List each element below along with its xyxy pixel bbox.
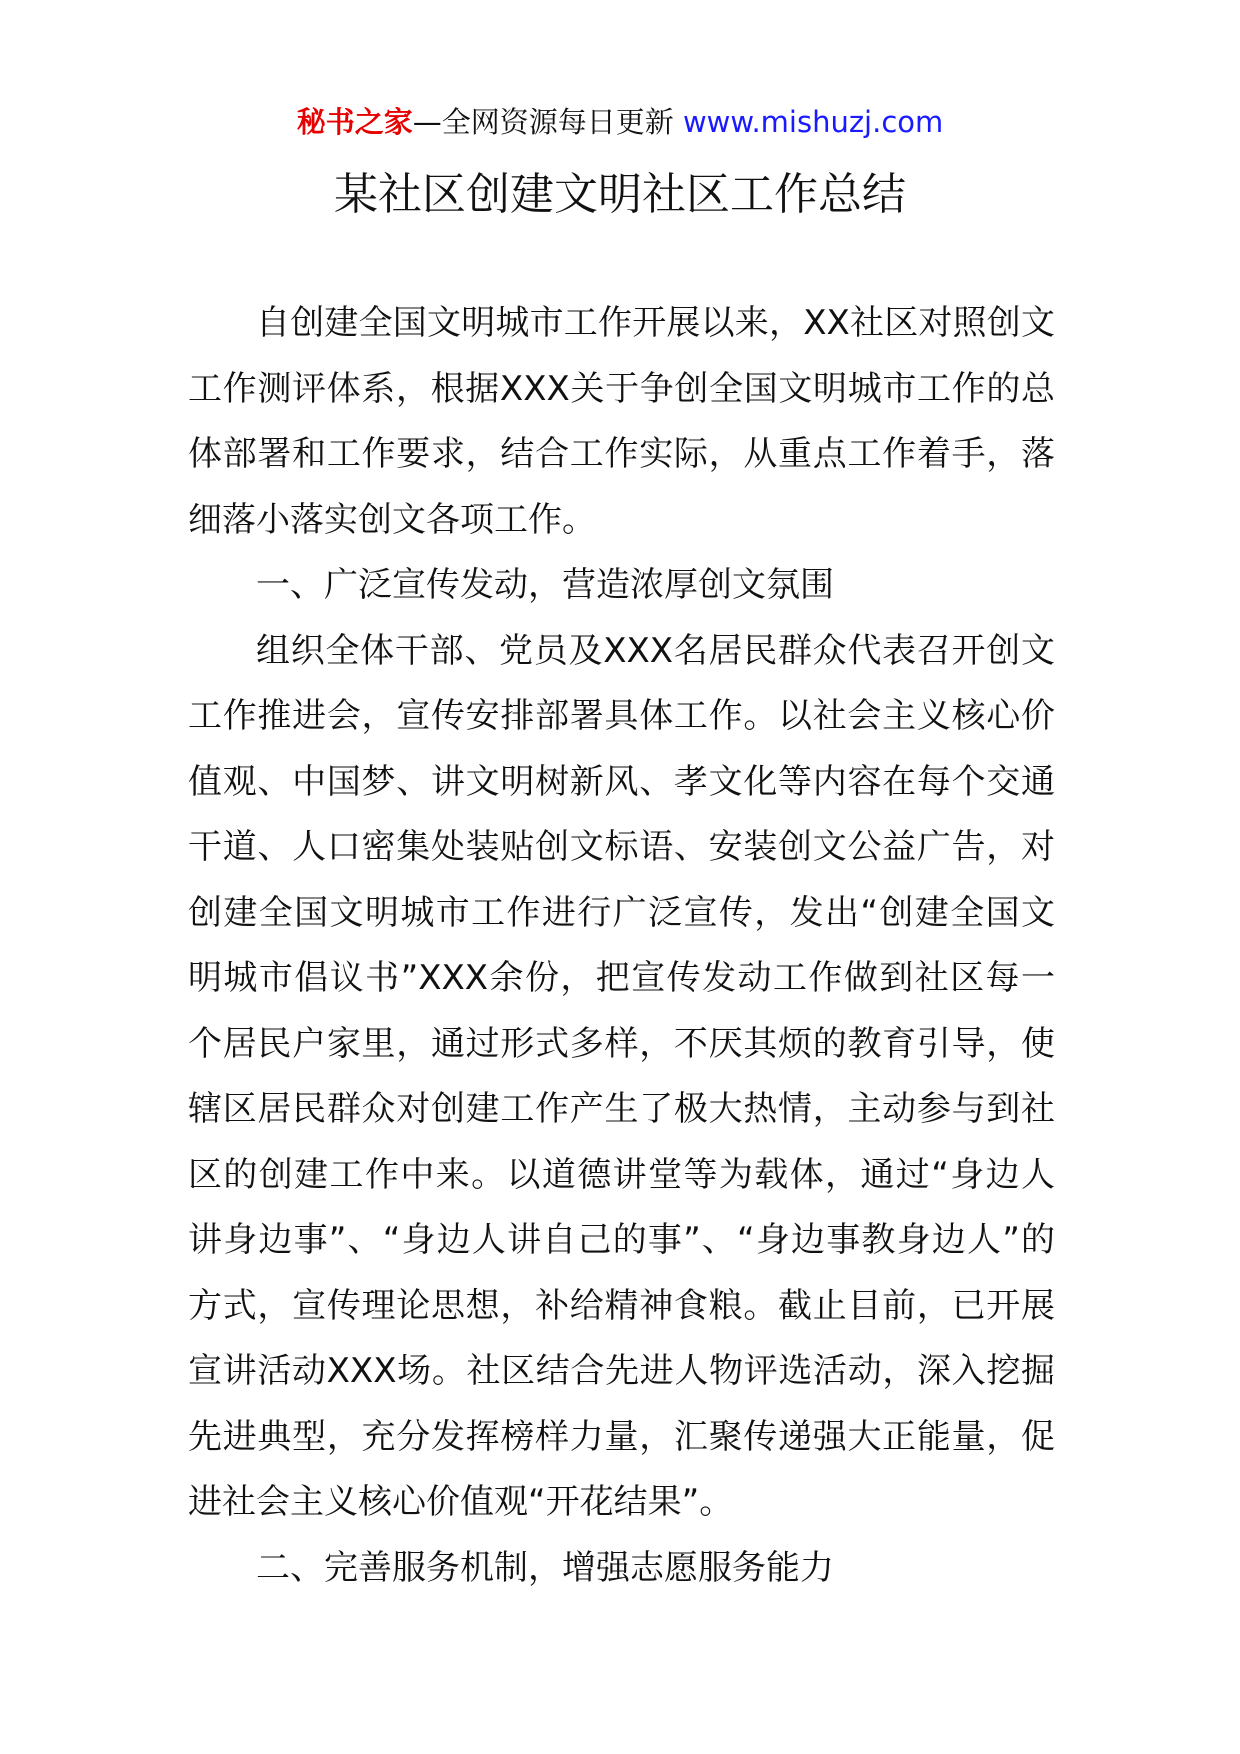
header-tagline: —全网资源每日更新	[412, 105, 683, 139]
intro-paragraph: 自创建全国文明城市工作开展以来，XX社区对照创文工作测评体系，根据XXX关于争创全国文明城市工作的总体部署和工作要求，结合工作实际，从重点工作着手，落细落小落实创文各项工作。	[188, 303, 1055, 540]
site-url-link[interactable]: www.mishuzj.com	[682, 105, 944, 139]
site-header	[0, 102, 1240, 142]
document-title: 某社区创建文明社区工作总结	[334, 169, 906, 220]
document-body	[188, 291, 1055, 1601]
brand-name: 秘书之家	[296, 105, 413, 139]
section-heading-1: 一、广泛宣传发动，营造浓厚创文氛围	[256, 565, 834, 605]
section-paragraph-1: 组织全体干部、党员及XXX名居民群众代表召开创文工作推进会，宣传安排部署具体工作。以社会主义核心价值观、中国梦、讲文明树新风、孝文化等内容在每个交通干道、人口密集处装贴创文标语、安装创文公益广告，对创建全国文明城市工作进行广泛宣传，发出“创建全国文明城市倡议书”XXX余份，把宣传发动工作做到社区每一个居民户家里，通过形式多样，不厌其烦的教育引导，使辖区居民群众对创建工作产生了极大热情，主动参与到社区的创建工作中来。以道德讲堂等为载体，通过“身边人讲身边事”、“身边人讲自己的事”、“身边事教身边人”的方式，宣传理论思想，补给精神食粮。截止目前，已开展宣讲活动XXX场。社区结合先进人物评选活动，深入挖掘先进典型，充分发挥榜样力量，汇聚传递强大正能量，促进社会主义核心价值观“开花结果”。	[188, 630, 1055, 1522]
section-heading-2: 二、完善服务机制，增强志愿服务能力	[256, 1547, 834, 1588]
